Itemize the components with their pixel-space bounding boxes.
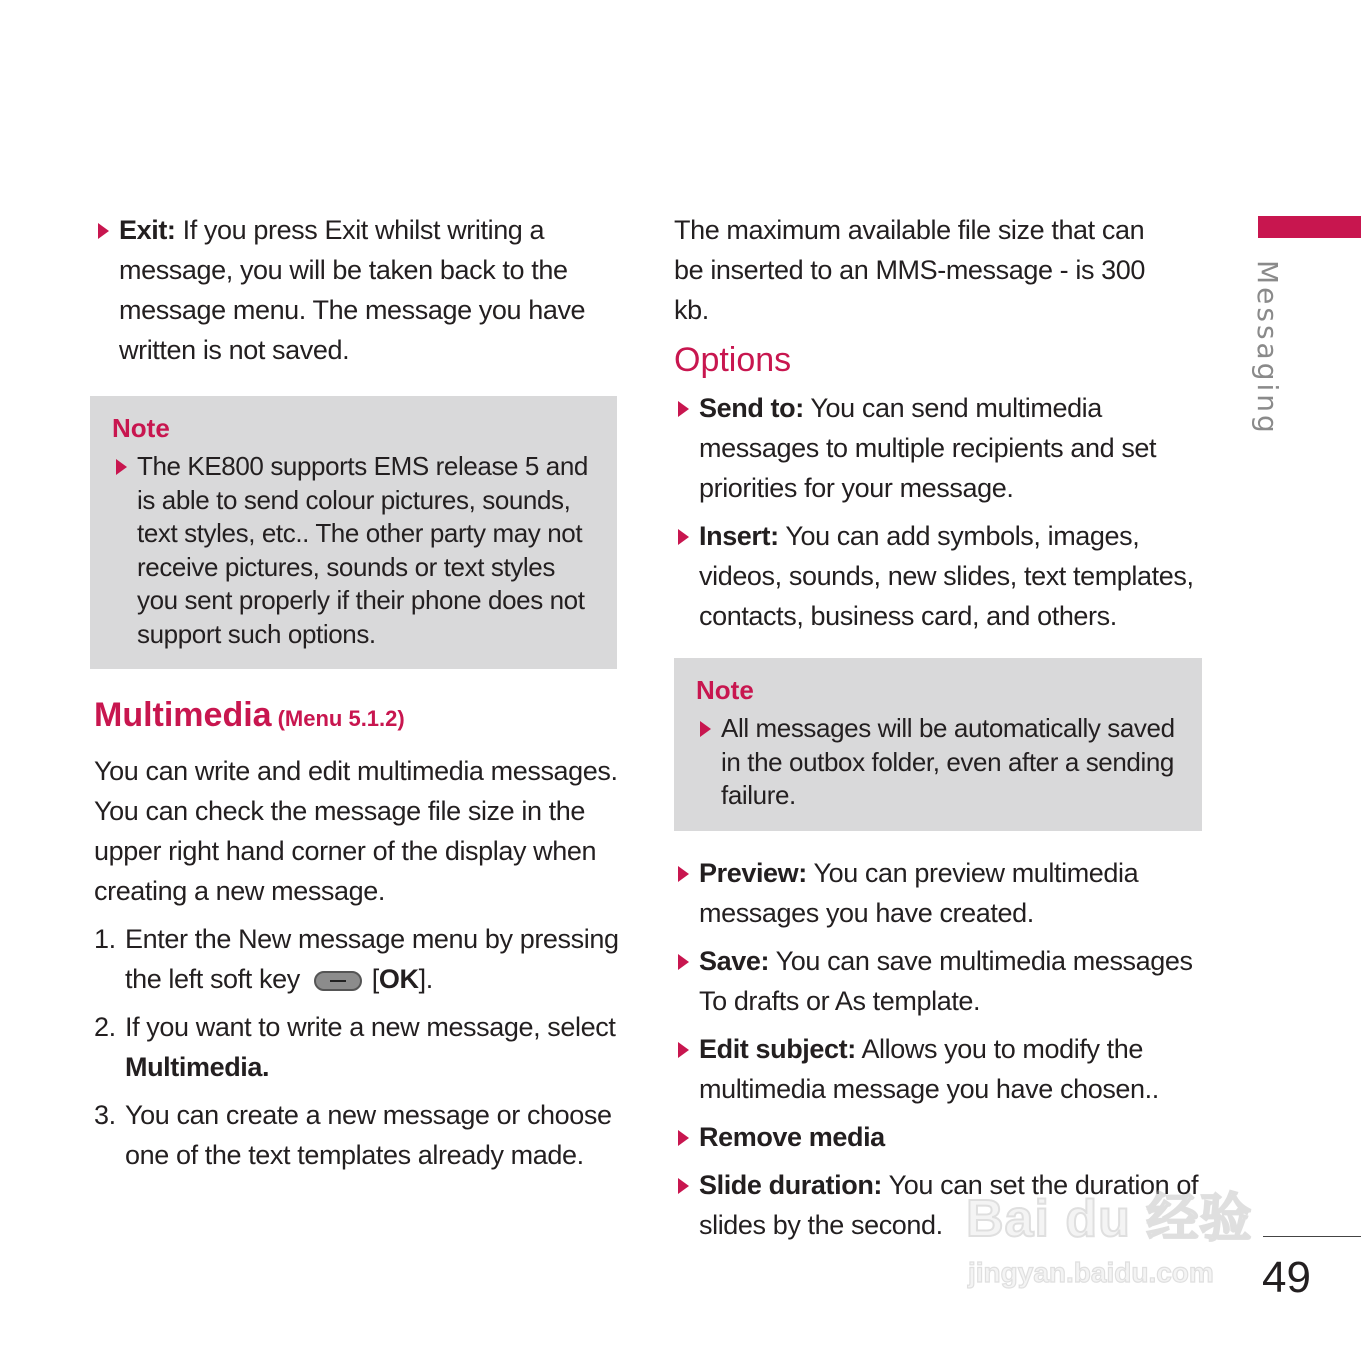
left-soft-key-icon [314, 971, 362, 991]
watermark-brand: Bai du 经验 [966, 1190, 1253, 1248]
multimedia-intro: You can write and edit multimedia messages. You can check the message file size in the upper right hand corner of the display when creating a new message. [94, 756, 618, 906]
option-send-to [674, 388, 1204, 508]
step-3 [94, 1095, 619, 1175]
option-text: You can add symbols, images, videos, sounds, new slides, text templates, contacts, business card, and others. [699, 521, 1194, 631]
exit-item-text: If you press Exit whilst writing a message, you will be taken back to the message menu. The message you have written is not saved. [119, 215, 586, 365]
left-column [94, 210, 619, 1183]
exit-item [94, 210, 619, 370]
ok-key-label: OK [378, 964, 419, 994]
note-box-left [90, 396, 617, 669]
option-text: You can save multimedia messages To drafts or As template. [699, 945, 1193, 1016]
step-number: 2. [94, 1012, 116, 1042]
option-label: Slide duration: [699, 1169, 883, 1200]
option-insert [674, 516, 1204, 636]
section-title-text: Multimedia [94, 696, 272, 734]
baidu-watermark [966, 1175, 1266, 1310]
step-text: You can create a new message or choose one of the text templates already made. [125, 1100, 612, 1170]
option-label: Save: [699, 945, 770, 976]
chapter-tab-bar [1258, 216, 1361, 238]
step-text: If you want to write a new message, select [125, 1012, 616, 1042]
option-preview [674, 853, 1204, 933]
step-bold: Multimedia. [125, 1052, 270, 1082]
step-number: 1. [94, 924, 116, 954]
page-number-rule [1263, 1236, 1361, 1237]
note-text: All messages will be automatically saved in the outbox folder, even after a sending failure. [696, 712, 1182, 813]
chapter-tab-label: Messaging [1251, 260, 1284, 436]
option-edit-subject [674, 1029, 1204, 1109]
step-1 [94, 919, 619, 999]
file-size-intro: The maximum available file size that can be inserted to an MMS-message - is 300 kb. [674, 215, 1146, 325]
option-label: Edit subject: [699, 1033, 856, 1064]
ok-bracket-open: [ [371, 964, 379, 994]
option-label: Preview: [699, 857, 807, 888]
section-title-multimedia [94, 693, 619, 741]
option-label: Insert: [699, 521, 779, 551]
step-text: Enter the New message menu by pressing the left soft key [125, 924, 619, 994]
options-title: Options [674, 341, 792, 379]
exit-item-label: Exit: [119, 215, 176, 245]
step-2 [94, 1007, 619, 1087]
option-text: You can preview multimedia messages you have created. [699, 857, 1139, 928]
watermark-url: jingyan.baidu.com [968, 1257, 1214, 1288]
section-menu-path: (Menu 5.1.2) [277, 706, 405, 731]
ok-bracket-close: ]. [418, 964, 433, 994]
option-save [674, 941, 1204, 1021]
page-number: 49 [1262, 1253, 1311, 1302]
option-remove-media [674, 1117, 1204, 1157]
option-text: You can send multimedia messages to multiple recipients and set priorities for your message. [699, 393, 1157, 503]
note-title: Note [696, 675, 754, 705]
option-label: Send to: [699, 393, 804, 423]
option-label: Remove media [699, 1121, 885, 1152]
right-column [674, 210, 1204, 1253]
option-text: Allows you to modify the multimedia message you have chosen.. [699, 1033, 1159, 1104]
note-box-right [674, 658, 1202, 831]
option-text: You can set the duration of slides by the second. [699, 1169, 1199, 1240]
note-text: The KE800 supports EMS release 5 and is able to send colour pictures, sounds, text styles, etc.. The other party may not receive pictures, sounds or text styles you sent properly if their phone does not support such options. [112, 450, 597, 651]
step-number: 3. [94, 1100, 116, 1130]
note-title: Note [112, 413, 170, 443]
